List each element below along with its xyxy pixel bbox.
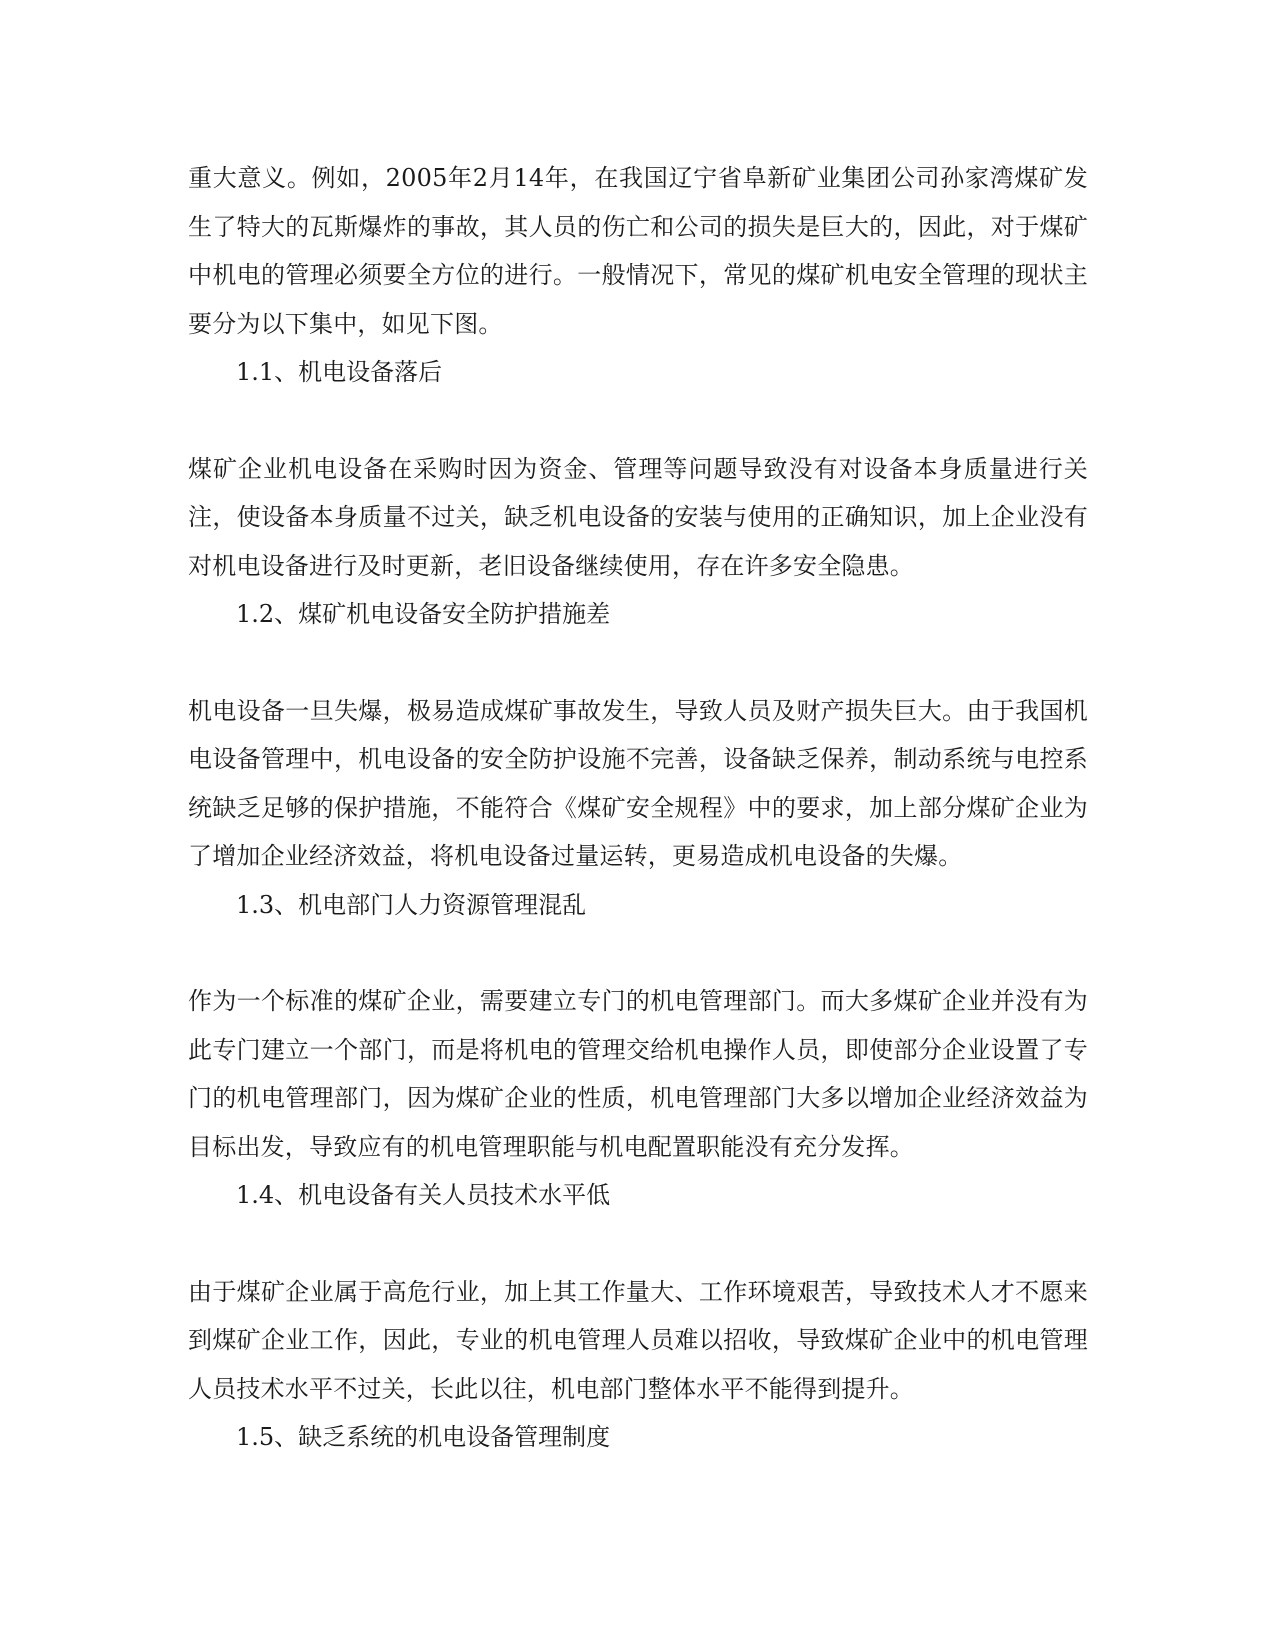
section-heading-1-1: 1.1、机电设备落后 [236, 358, 443, 386]
paragraph-technical-level: 由于煤矿企业属于高危行业，加上其工作量大、工作环境艰苦，导致技术人才不愿来到煤矿企业工作，因此，专业的机电管理人员难以招收，导致煤矿企业中的机电管理人员技术水平不过关，长此以往，机电部门整体水平不能得到提升。 [188, 1277, 1088, 1403]
section-heading-1-4: 1.4、机电设备有关人员技术水平低 [236, 1181, 611, 1209]
section-heading-1-5: 1.5、缺乏系统的机电设备管理制度 [236, 1423, 611, 1451]
section-heading-1-2: 1.2、煤矿机电设备安全防护措施差 [236, 600, 611, 628]
document-body [188, 154, 1088, 1510]
paragraph-equipment-outdated: 煤矿企业机电设备在采购时因为资金、管理等问题导致没有对设备本身质量进行关注，使设备本身质量不过关，缺乏机电设备的安装与使用的正确知识，加上企业没有对机电设备进行及时更新，老旧设备继续使用，存在许多安全隐患。 [188, 454, 1088, 580]
section-heading-1-3: 1.3、机电部门人力资源管理混乱 [236, 890, 587, 919]
paragraph-intro: 重大意义。例如，2005年2月14年，在我国辽宁省阜新矿业集团公司孙家湾煤矿发生了特大的瓦斯爆炸的事故，其人员的伤亡和公司的损失是巨大的，因此，对于煤矿中机电的管理必须要全方位的进行。一般情况下，常见的煤矿机电安全管理的现状主要分为以下集中，如见下图。 [188, 164, 1088, 338]
paragraph-safety-protection: 机电设备一旦失爆，极易造成煤矿事故发生，导致人员及财产损失巨大。由于我国机电设备管理中，机电设备的安全防护设施不完善，设备缺乏保养，制动系统与电控系统缺乏足够的保护措施，不能符合《煤矿安全规程》中的要求，加上部分煤矿企业为了增加企业经济效益，将机电设备过量运转，更易造成机电设备的失爆。 [188, 696, 1088, 870]
paragraph-hr-management: 作为一个标准的煤矿企业，需要建立专门的机电管理部门。而大多煤矿企业并没有为此专门建立一个部门，而是将机电的管理交给机电操作人员，即使部分企业设置了专门的机电管理部门，因为煤矿企业的性质，机电管理部门大多以增加企业经济效益为目标出发，导致应有的机电管理职能与机电配置职能没有充分发挥。 [188, 987, 1088, 1161]
